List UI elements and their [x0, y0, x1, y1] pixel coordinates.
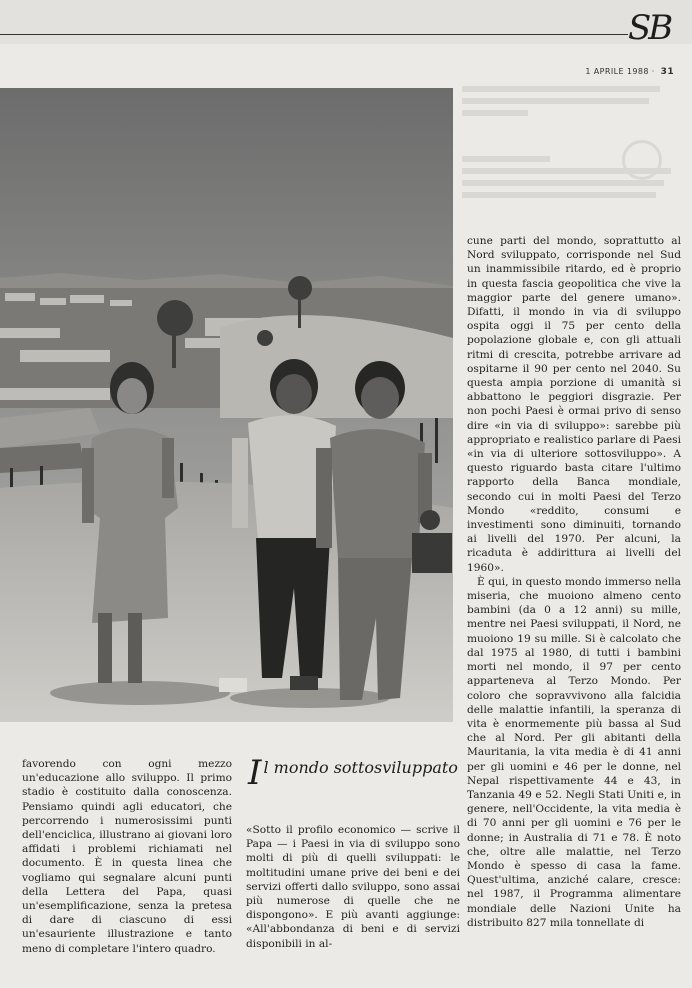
paragraph: È qui, in questo mondo immerso nella miseria, che muoiono almeno cento bambini (da 0 a 12 anni) su mille, mentre nei Paesi sviluppati, il Nord, ne muoiono 19 su mille. Si è calcolato che dal 1975 al 1980, di tutti i bambini morti nel mondo, il 97 per cento apparteneva al Terzo Mondo. Per coloro che sopravvivono alla falcidia delle malattie infantili, la speranza di vita è enormemente più bassa al Sud che al Nord. Per gli abitanti della Mauritania, la vita media è di 41 anni per gli uomini e 46 per le donne, nel Nepal rispettivamente 44 e 43, in Tanzania 49 e 52. Negli Stati Uniti e, in genere, nell'Occidente, la vita media è di 70 anni per gli uomini e 76 per le donne; in Australia di 71 e 78. È noto che, oltre alle malattie, nel Terzo Mondo è spesso di casa la fame. Quest'ultima, anziché calare, cresce: nel 1987, il Programma alimentare mondiale delle Nazioni Unite ha distribuito 827 mila tonnellate di	[467, 575, 681, 929]
dateline-separator: ·	[651, 67, 655, 76]
article-column-middle	[246, 823, 460, 951]
section-heading	[248, 753, 458, 793]
paragraph: «Sotto il profilo economico — scrive il Papa — i Paesi in via di sviluppo sono molti di più di quelli sviluppati: le moltitudini umane prive dei beni e dei servizi offerti dallo sviluppo, sono assai più numerose di quelle che ne dispongono». E più avanti aggiunge: «All'abbondanza di beni e di servizi disponibili in al-	[246, 824, 460, 950]
paragraph: favorendo con ogni mezzo un'educazione allo sviluppo. Il primo stadio è costituito dalla conoscenza. Pensiamo quindi agli educatori, che percorrendo i numerosissimi punti dell'enciclica, illustrano ai giovani loro affidati i problemi richiamati nel documento. È in questa linea che vogliamo qui segnalare alcuni punti della Lettera del Papa, quasi un'esemplificazione, senza la pretesa di dare di ciascuno di essi un'esauriente illustrazione e tanto meno di completare l'intero quadro.	[22, 758, 232, 955]
article-column-right	[467, 234, 681, 930]
paragraph: cune parti del mondo, soprattutto al Nord sviluppato, corrisponde nel Sud un inammissibile ritardo, ed è proprio in questa fascia geopolitica che vive la maggior parte del genere umano». Difatti, il mondo in via di sviluppo ospita oggi il 75 per cento della popolazione globale e, con gli attuali ritmi di crescita, potrebbe arrivare ad ospitarne il 90 per cento nel 2040. Su questa ampia porzione di umanità si abbattono le peggiori disgrazie. Per non pochi Paesi è ormai privo di senso dire «in via di sviluppo»: sarebbe più appropriato e realistico parlare di Paesi «in via di ulteriore sottosviluppo». A questo riguardo basta citare l'ultimo rapporto della Banca mondiale, secondo cui in molti Paesi del Terzo Mondo «reddito, consumi e investimenti sono diminuiti, tornando ai livelli del 1970. Per alcuni, la ricaduta è addirittura ai livelli del 1960».	[467, 235, 681, 574]
header-rule	[0, 34, 628, 35]
heading-dropcap: I	[248, 753, 262, 793]
article-column-left	[22, 757, 232, 956]
logo-text: SB	[628, 8, 671, 48]
dateline	[585, 67, 674, 77]
page-number: 31	[660, 67, 674, 77]
photo-illustration	[0, 88, 453, 722]
header-band	[0, 0, 692, 44]
photo-credit	[444, 668, 450, 708]
show-through-text	[462, 80, 682, 240]
photo-children-shantytown	[0, 88, 453, 722]
magazine-logo	[628, 8, 670, 48]
heading-text: l mondo sottosviluppato	[263, 758, 458, 777]
issue-date: 1 APRILE 1988	[585, 67, 649, 76]
